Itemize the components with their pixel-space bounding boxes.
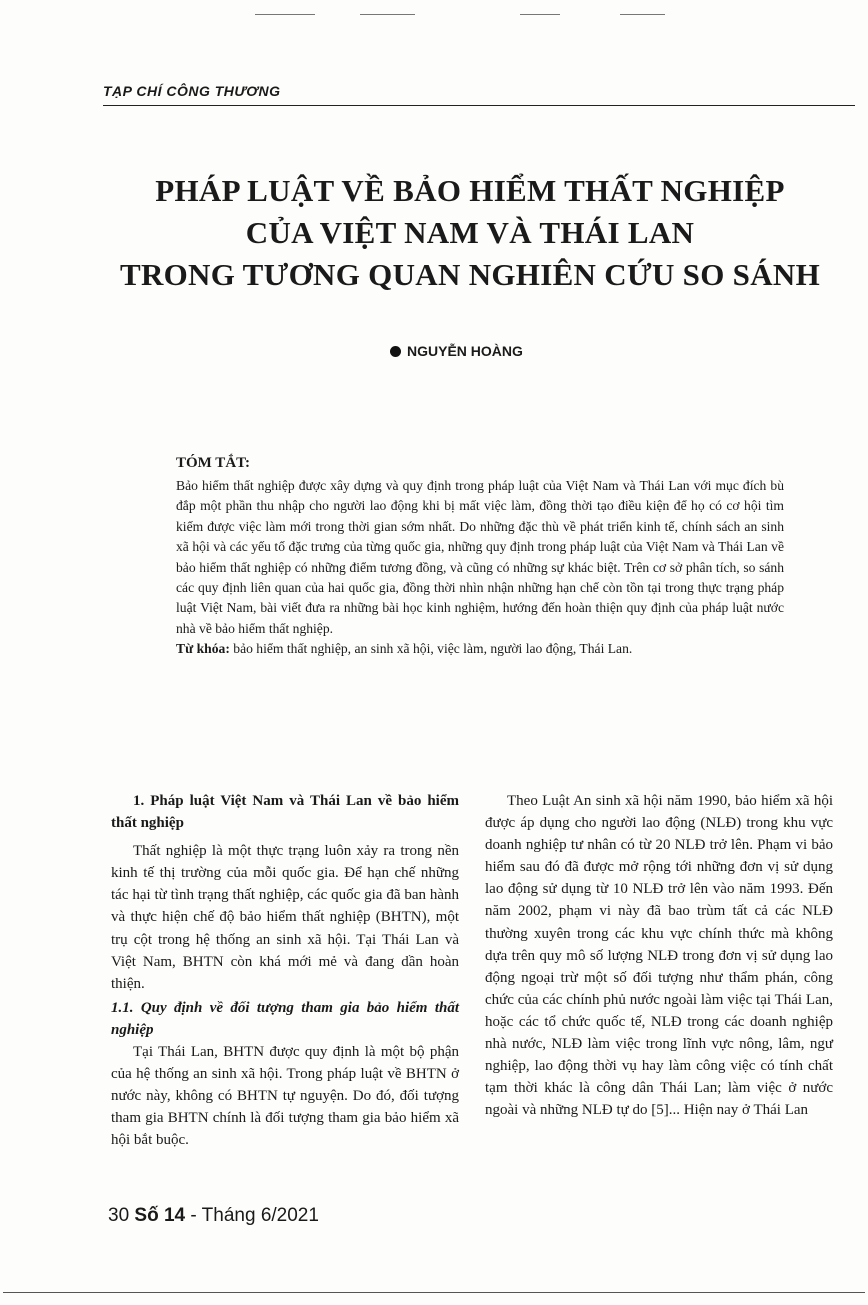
title-line-2: CỦA VIỆT NAM VÀ THÁI LAN — [245, 215, 695, 250]
scan-line — [520, 14, 560, 15]
journal-name: TẠP CHÍ CÔNG THƯƠNG — [103, 83, 281, 99]
paragraph: Tại Thái Lan, BHTN được quy định là một bộ phận của hệ thống an sinh xã hội. Trong pháp luật về BHTN ở nước này, không có BHTN tự nguyện. Do đó, đối tượng tham gia BHTN chính là đối tượng tham gia bảo hiểm xã hội bắt buộc. — [111, 1044, 459, 1149]
paragraph: Theo Luật An sinh xã hội năm 1990, bảo hiểm xã hội được áp dụng cho người lao động (NLĐ) trong khu vực doanh nghiệp tư nhân có từ 20 NLĐ trở lên. Phạm vi bảo hiểm sau đó đã được mở rộng tới những đơn vị sử dụng lao động sử dụng từ 10 NLĐ trở lên vào năm 1993. Đến năm 2002, phạm vi này đã bao trùm tất cả các NLĐ thường xuyên trong các khu vực chính thức mà không dựa trên quy mô số lượng NLĐ trong đơn vị sử dụng lao động ngoại trừ một số đối tượng như thẩm phán, công chức của các chính phủ nước ngoài làm việc tại Thái Lan, hoặc các tổ chức quốc tế, NLĐ trong các doanh nghiệp nhà nước, NLĐ làm việc trong lĩnh vực nông, lâm, ngư nghiệp, lao động thời vụ hay làm công việc có tính chất tạm thời khác là công dân Thái Lan; làm việc ở nước ngoài và những NLĐ tự do [5]... Hiện nay ở Thái Lan — [485, 793, 833, 1119]
author — [390, 343, 523, 359]
subsection-heading: 1.1. Quy định về đối tượng tham gia bảo hiểm thất nghiệp — [111, 999, 459, 1038]
scan-line — [3, 1292, 865, 1293]
left-column — [111, 790, 459, 1152]
issue-date: - Tháng 6/2021 — [190, 1205, 319, 1226]
abstract — [176, 476, 784, 660]
article-title — [80, 170, 860, 296]
scan-line — [360, 14, 415, 15]
right-column — [485, 790, 833, 1121]
issue-number: Số 14 — [134, 1205, 186, 1226]
title-line-3: TRONG TƯƠNG QUAN NGHIÊN CỨU SO SÁNH — [119, 257, 821, 292]
page-footer — [108, 1205, 319, 1227]
scan-line — [255, 14, 315, 15]
section-heading: 1. Pháp luật Việt Nam và Thái Lan về bảo hiểm thất nghiệp — [111, 793, 459, 832]
title-line-1: PHÁP LUẬT VỀ BẢO HIỂM THẤT NGHIỆP — [155, 173, 785, 208]
scan-line — [620, 14, 665, 15]
header-rule — [103, 105, 855, 106]
paragraph: Thất nghiệp là một thực trạng luôn xảy ra trong nền kinh tế thị trường của mỗi quốc gia. Để hạn chế những tác hại từ tình trạng thất nghiệp, các quốc gia đã ban hành và thực hiện chế độ bảo hiểm thất nghiệp (BHTN), một trụ cột trong hệ thống an sinh xã hội. Tại Thái Lan và Việt Nam, BHTN còn khá mới mẻ và đang dần hoàn thiện. — [111, 843, 459, 992]
abstract-body: Bảo hiểm thất nghiệp được xây dựng và quy định trong pháp luật của Việt Nam và Thái Lan với mục đích bù đắp một phần thu nhập cho người lao động khi bị mất việc làm, đồng thời tạo điều kiện để họ có cơ hội tìm kiếm được việc làm mới trong thời gian sớm nhất. Do những đặc thù về phát triển kinh tế, chính sách an sinh xã hội và các yếu tố đặc trưng của từng quốc gia, những quy định trong pháp luật của Việt Nam và Thái Lan về bảo hiểm thất nghiệp có những điểm tương đồng, và cũng có những sự khác biệt. Trên cơ sở phân tích, so sánh các quy định liên quan của hai quốc gia, đồng thời nhìn nhận những hạn chế còn tồn tại trong thực trạng pháp luật Việt Nam, bài viết đưa ra những bài học kinh nghiệm, hướng đến hoàn thiện quy định của pháp luật nước nhà về bảo hiểm thất nghiệp. — [176, 478, 784, 636]
keywords-text: bảo hiểm thất nghiệp, an sinh xã hội, việc làm, người lao động, Thái Lan. — [233, 641, 633, 657]
abstract-heading: TÓM TẮT: — [176, 455, 251, 471]
keywords-label: Từ khóa: — [176, 641, 230, 657]
bullet-icon — [390, 346, 401, 357]
keywords — [176, 639, 784, 659]
page-number: 30 — [108, 1205, 130, 1226]
author-name: NGUYỄN HOÀNG — [407, 343, 523, 359]
